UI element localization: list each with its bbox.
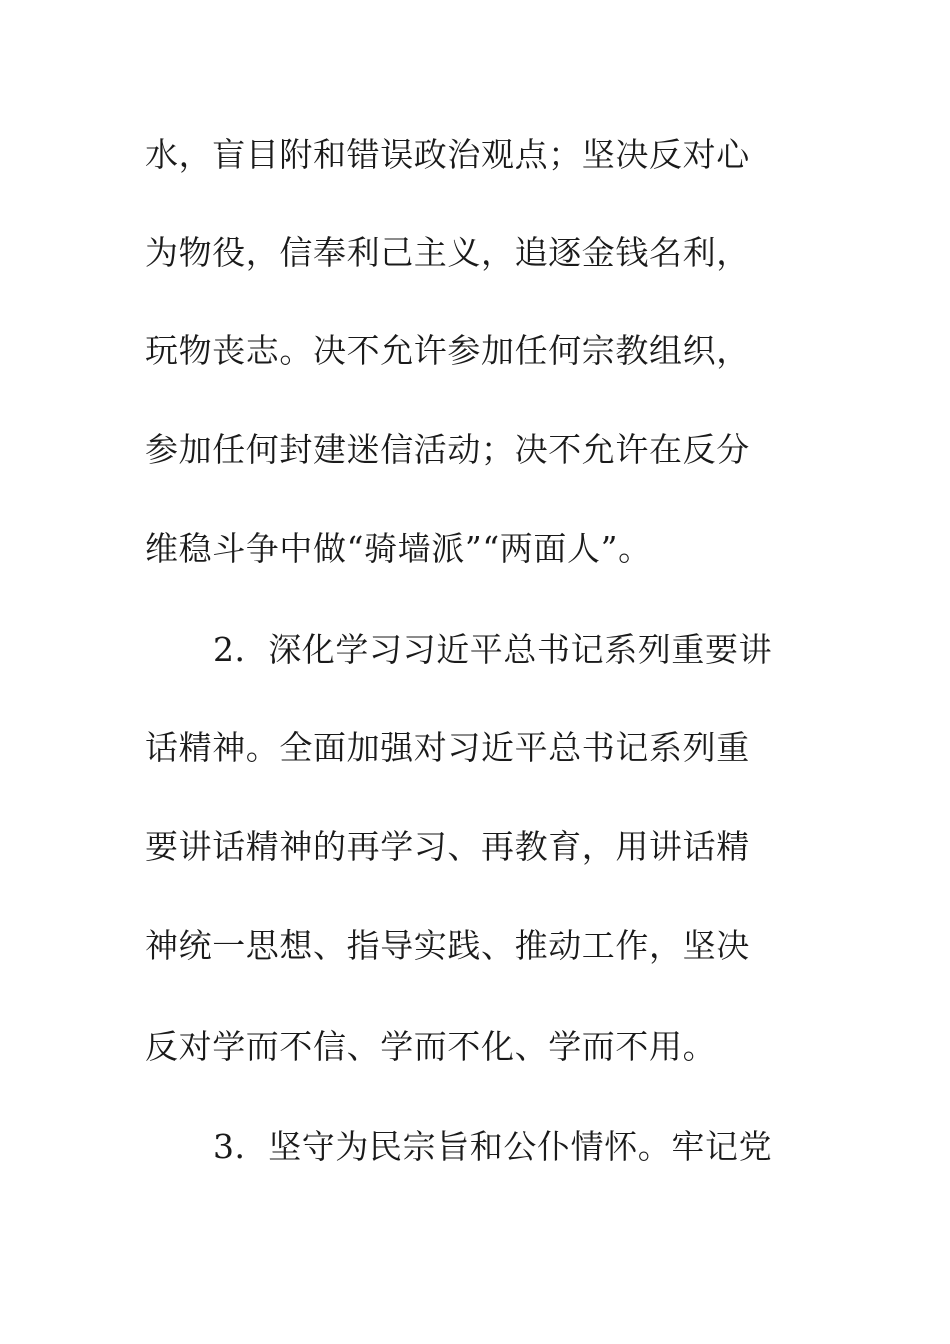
- paragraph-start-line: 2．深化学习习近平总书记系列重要讲: [213, 630, 773, 669]
- text-line: 维稳斗争中做“骑墙派”“两面人”。: [145, 529, 652, 568]
- text-line: 为物役，信奉利己主义，追逐金钱名利，: [145, 233, 750, 272]
- paragraph-start-line: 3．坚守为民宗旨和公仆情怀。牢记党: [213, 1127, 773, 1166]
- text-line: 水，盲目附和错误政治观点；坚决反对心: [145, 135, 750, 174]
- text-line: 要讲话精神的再学习、再教育，用讲话精: [145, 827, 750, 866]
- text-line: 参加任何封建迷信活动；决不允许在反分: [145, 430, 750, 469]
- text-line: 反对学而不信、学而不化、学而不用。: [145, 1027, 717, 1066]
- text-line: 话精神。全面加强对习近平总书记系列重: [145, 728, 750, 767]
- text-line: 玩物丧志。决不允许参加任何宗教组织，: [145, 331, 750, 370]
- text-line: 神统一思想、指导实践、推动工作，坚决: [145, 926, 750, 965]
